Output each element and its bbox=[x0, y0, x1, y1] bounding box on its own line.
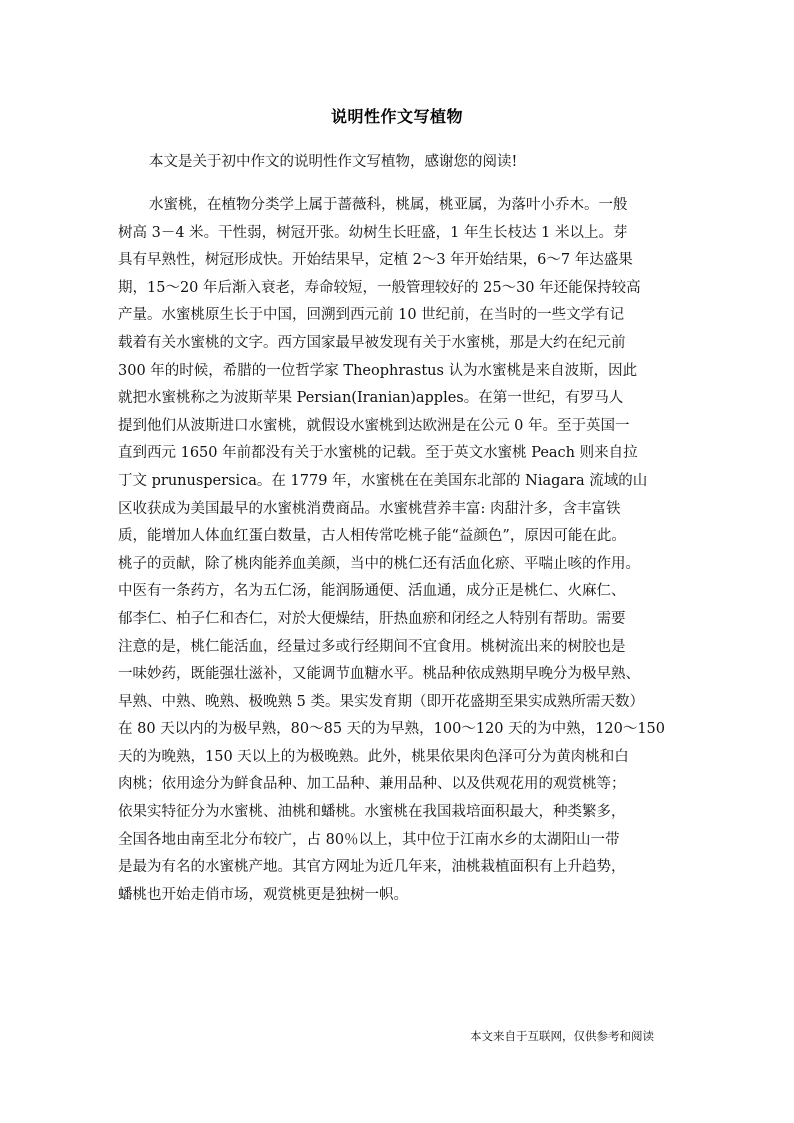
body-line: 在 80 天以内的为极早熟，80～85 天的为早熟，100～120 天的为中熟，120～150 bbox=[118, 721, 665, 738]
body-line: 桃子的贡献，除了桃肉能养血美颜，当中的桃仁还有活血化瘀、平喘止咳的作用。 bbox=[118, 555, 640, 572]
body-line: 300 年的时候，希腊的一位哲学家 Theophrastus 认为水蜜桃是来自波斯，因此 bbox=[118, 362, 638, 379]
body-line: 天的为晚熟，150 天以上的为极晚熟。此外，桃果依果肉色泽可分为黄肉桃和白 bbox=[118, 748, 629, 765]
body-paragraph bbox=[118, 192, 684, 909]
body-line: 丁文 prunuspersica。在 1779 年，水蜜桃在在美国东北部的 Niagara 流域的山 bbox=[118, 472, 648, 489]
body-line: 早熟、中熟、晚熟、极晚熟 5 类。果实发育期（即开花盛期至果实成熟所需天数） bbox=[118, 693, 644, 710]
body-line: 区收获成为美国最早的水蜜桃消费商品。水蜜桃营养丰富: 肉甜汁多，含丰富铁 bbox=[118, 500, 621, 517]
body-line: 具有早熟性，树冠形成快。开始结果早，定植 2～3 年开始结果，6～7 年达盛果 bbox=[118, 252, 633, 269]
body-line: 肉桃；依用途分为鲜食品种、加工品种、兼用品种、以及供观花用的观赏桃等； bbox=[118, 776, 626, 793]
footer-note: 本文来自于互联网，仅供参考和阅读 bbox=[470, 1029, 654, 1043]
body-line: 质，能增加人体血红蛋白数量，古人相传常吃桃子能“益颜色”，原因可能在此。 bbox=[118, 528, 626, 545]
body-line: 树高 3－4 米。干性弱，树冠开张。幼树生长旺盛，1 年生长枝达 1 米以上。芽 bbox=[118, 224, 628, 241]
body-line: 中医有一条药方，名为五仁汤，能润肠通便、活血通，成分正是桃仁、火麻仁、 bbox=[118, 583, 626, 600]
document-title: 说明性作文写植物 bbox=[330, 107, 463, 126]
body-line: 注意的是，桃仁能活血，经量过多或行经期间不宜食用。桃树流出来的树胶也是 bbox=[118, 638, 626, 655]
body-line: 就把水蜜桃称之为波斯苹果 Persian(Iranian)apples。在第一世纪，有罗马人 bbox=[118, 390, 624, 407]
body-line: 郁李仁、柏子仁和杏仁，对於大便燥结，肝热血瘀和闭经之人特别有帮助。需要 bbox=[118, 610, 626, 627]
body-line: 一味妙药，既能强壮滋补，又能调节血糖水平。桃品种依成熟期早晚分为极早熟、 bbox=[118, 666, 640, 683]
body-line: 载着有关水蜜桃的文字。西方国家最早被发现有关于水蜜桃，那是大约在纪元前 bbox=[118, 334, 626, 351]
body-line: 产量。水蜜桃原生长于中国，回溯到西元前 10 世纪前，在当时的一些文学有记 bbox=[118, 307, 625, 324]
intro-paragraph: 本文是关于初中作文的说明性作文写植物，感谢您的阅读! bbox=[149, 154, 518, 170]
body-line: 全国各地由南至北分布较广，占 80％以上，其中位于江南水乡的太湖阳山一带 bbox=[118, 831, 620, 848]
body-line: 是最为有名的水蜜桃产地。其官方网址为近几年来，油桃栽植面积有上升趋势， bbox=[118, 859, 626, 876]
body-line: 期，15～20 年后渐入衰老，寿命较短，一般管理较好的 25～30 年还能保持较高 bbox=[118, 279, 641, 296]
body-line: 提到他们从波斯进口水蜜桃，就假设水蜜桃到达欧洲是在公元 0 年。至于英国一 bbox=[118, 417, 630, 434]
body-line: 蟠桃也开始走俏市场，观赏桃更是独树一帜。 bbox=[118, 886, 408, 903]
body-line: 水蜜桃，在植物分类学上属于蔷薇科，桃属，桃亚属，为落叶小乔木。一般 bbox=[149, 197, 628, 213]
body-line: 直到西元 1650 年前都没有关于水蜜桃的记载。至于英文水蜜桃 Peach 则来自拉 bbox=[118, 445, 638, 462]
body-line: 依果实特征分为水蜜桃、油桃和蟠桃。水蜜桃在我国栽培面积最大，种类繁多， bbox=[118, 804, 626, 821]
